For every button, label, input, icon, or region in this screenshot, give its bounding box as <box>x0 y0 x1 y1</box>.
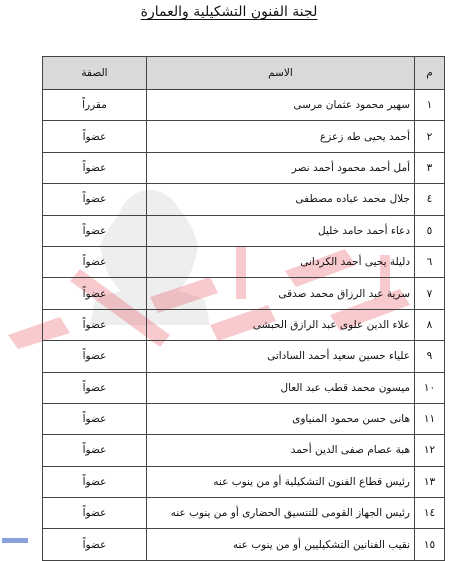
row-role: عضواً <box>43 498 147 529</box>
row-role: عضواً <box>43 403 147 434</box>
row-number: ٨ <box>415 309 445 340</box>
row-role: عضواً <box>43 435 147 466</box>
row-role: عضواً <box>43 121 147 152</box>
row-name: رئيس الجهاز القومى للتنسيق الحضارى أو من ينوب عنه <box>147 498 415 529</box>
row-role: عضواً <box>43 215 147 246</box>
row-number: ٦ <box>415 246 445 277</box>
row-number: ١٥ <box>415 529 445 560</box>
row-number: ٤ <box>415 184 445 215</box>
row-number: ٣ <box>415 152 445 183</box>
corner-logo-fragment <box>2 538 28 543</box>
row-role: عضواً <box>43 246 147 277</box>
row-name: علاء الدين علوى عبد الرازق الحبشى <box>147 309 415 340</box>
table-row <box>43 215 445 246</box>
header-number: م <box>415 57 445 90</box>
row-number: ١٣ <box>415 466 445 497</box>
table-row <box>43 498 445 529</box>
table-row <box>43 152 445 183</box>
row-name: دعاء أحمد حامد خليل <box>147 215 415 246</box>
row-number: ١٢ <box>415 435 445 466</box>
row-role: عضواً <box>43 466 147 497</box>
row-role: مقرراً <box>43 90 147 121</box>
row-name: جلال محمد عباده مصطفى <box>147 184 415 215</box>
row-number: ٩ <box>415 341 445 372</box>
row-role: عضواً <box>43 152 147 183</box>
row-number: ١٠ <box>415 372 445 403</box>
row-name: سرية عبد الرزاق محمد صدقى <box>147 278 415 309</box>
table-row <box>43 529 445 560</box>
row-name: رئيس قطاع الفنون التشكيلية أو من ينوب عنه <box>147 466 415 497</box>
row-name: هبة عصام صفى الدين أحمد <box>147 435 415 466</box>
row-name: أمل أحمد محمود أحمد نصر <box>147 152 415 183</box>
row-number: ٢ <box>415 121 445 152</box>
row-role: عضواً <box>43 184 147 215</box>
table-row <box>43 372 445 403</box>
table-row <box>43 121 445 152</box>
row-number: ١٤ <box>415 498 445 529</box>
row-name: ميسون محمد قطب عبد العال <box>147 372 415 403</box>
table-row <box>43 435 445 466</box>
table-row <box>43 403 445 434</box>
row-role: عضواً <box>43 278 147 309</box>
table-row <box>43 466 445 497</box>
table-header-row <box>43 57 445 90</box>
row-role: عضواً <box>43 309 147 340</box>
row-name: دليلة يحيى أحمد الكردانى <box>147 246 415 277</box>
members-table <box>42 56 445 561</box>
row-name: نقيب الفنانين التشكيليين أو من ينوب عنه <box>147 529 415 560</box>
table-row <box>43 246 445 277</box>
row-number: ١١ <box>415 403 445 434</box>
table-row <box>43 278 445 309</box>
row-name: سهير محمود عثمان مرسى <box>147 90 415 121</box>
row-name: هانى حسن محمود المنياوى <box>147 403 415 434</box>
row-number: ٧ <box>415 278 445 309</box>
table-row <box>43 309 445 340</box>
document-title-text: لجنة الفنون التشكيلية والعمارة <box>140 4 318 20</box>
table-row <box>43 90 445 121</box>
header-name: الاسم <box>147 57 415 90</box>
table-row <box>43 341 445 372</box>
row-role: عضواً <box>43 341 147 372</box>
row-number: ١ <box>415 90 445 121</box>
row-role: عضواً <box>43 372 147 403</box>
row-role: عضواً <box>43 529 147 560</box>
header-role: الصفة <box>43 57 147 90</box>
row-name: علياء حسين سعيد أحمد الساداتى <box>147 341 415 372</box>
row-name: أحمد يحيى طه زعزع <box>147 121 415 152</box>
row-number: ٥ <box>415 215 445 246</box>
document-title <box>0 4 458 20</box>
table-row <box>43 184 445 215</box>
